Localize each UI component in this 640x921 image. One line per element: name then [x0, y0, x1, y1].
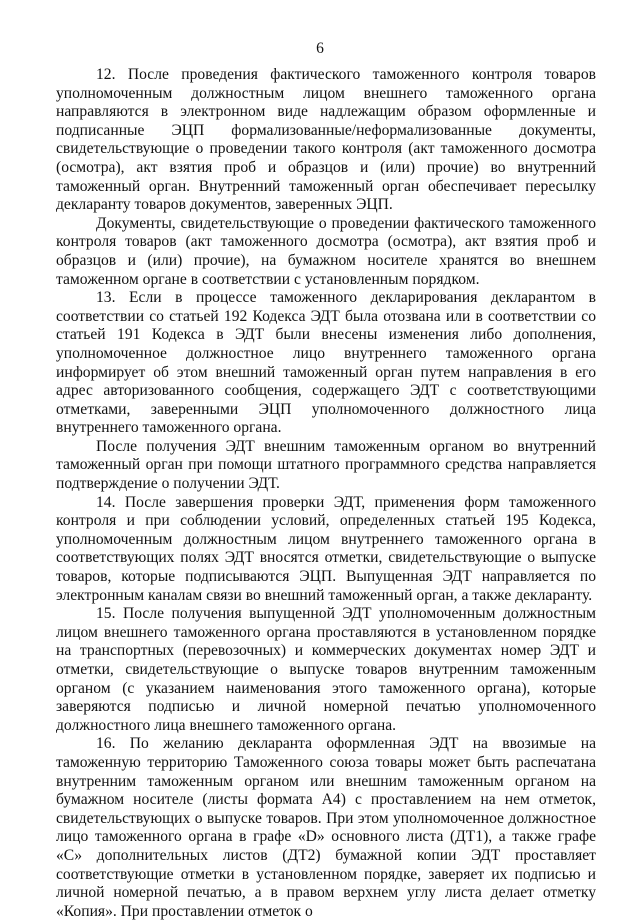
- paragraph-14: 14. После завершения проверки ЭДТ, применения форм таможенного контроля и при соблюдении условий, определенных статьей 195 Кодекса, уполномоченным должностным лицом внутреннего таможенного органа в соответствующих полях ЭДТ вносятся отметки, свидетельствующие о выпуске товаров, которые подписываются ЭЦП. Выпущенная ЭДТ направляется по электронным каналам связи во внешний таможенный орган, а также декларанту.: [56, 493, 596, 604]
- document-body: [56, 66, 596, 921]
- paragraph-confirmation: После получения ЭДТ внешним таможенным органом во внутренний таможенный орган при помощи штатного программного средства направляется подтверждение о получении ЭДТ.: [56, 437, 596, 493]
- page-number: 6: [316, 40, 324, 57]
- paragraph-15: 15. После получения выпущенной ЭДТ уполномоченным должностным лицом внешнего таможенного органа проставляются в установленном порядке на транспортных (перевозочных) и коммерческих документах номер ЭДТ и отметки, свидетельствующие о выпуске товаров внутренним таможенным органом (с указанием наименования этого таможенного органа), которые заверяются подписью и личной номерной печатью уполномоченного должностного лица внешнего таможенного органа.: [56, 605, 596, 734]
- paragraph-16: 16. По желанию декларанта оформленная ЭДТ на ввозимые на таможенную территорию Таможенного союза товары может быть распечатана внутренним таможенным органом или внешним таможенным органом на бумажном носителе (листы формата А4) с проставлением на нем отметок, свидетельствующих о выпуске товаров. При этом уполномоченное должностное лицо таможенного органа в графе «D» основного листа (ДТ1), а также графе «С» дополнительных листов (ДТ2) бумажной копии ЭДТ проставляет соответствующие отметки в установленном порядке, заверяет их подписью и личной номерной печатью, а в правом верхнем углу листа делает отметку «Копия». При проставлении отметок о: [56, 735, 596, 920]
- paragraph-documents-storage: Документы, свидетельствующие о проведении фактического таможенного контроля товаров (акт таможенного досмотра (осмотра), акт взятия проб и образцов и (или) прочие), на бумажном носителе хранятся во внешнем таможенном органе в соответствии с установленным порядком.: [56, 214, 596, 288]
- paragraph-12: 12. После проведения фактического таможенного контроля товаров уполномоченным должностным лицом внешнего таможенного органа направляются в электронном виде надлежащим образом оформленные и подписанные ЭЦП формализованные/неформализованные документы, свидетельствующие о проведении такого контроля (акт таможенного досмотра (осмотра), акт взятия проб и образцов и (или) прочие) во внутренний таможенный орган. Внутренний таможенный орган обеспечивает пересылку декларанту товаров документов, заверенных ЭЦП.: [56, 66, 596, 214]
- paragraph-13: 13. Если в процессе таможенного декларирования декларантом в соответствии со статьей 192 Кодекса ЭДТ была отозвана или в соответствии со статьей 191 Кодекса в ЭДТ были внесены изменения либо дополнения, уполномоченное должностное лицо внутреннего таможенного органа информирует об этом внешний таможенный орган путем направления в его адрес авторизованного сообщения, содержащего ЭДТ с соответствующими отметками, заверенными ЭЦП уполномоченного должностного лица внутреннего таможенного органа.: [56, 289, 596, 437]
